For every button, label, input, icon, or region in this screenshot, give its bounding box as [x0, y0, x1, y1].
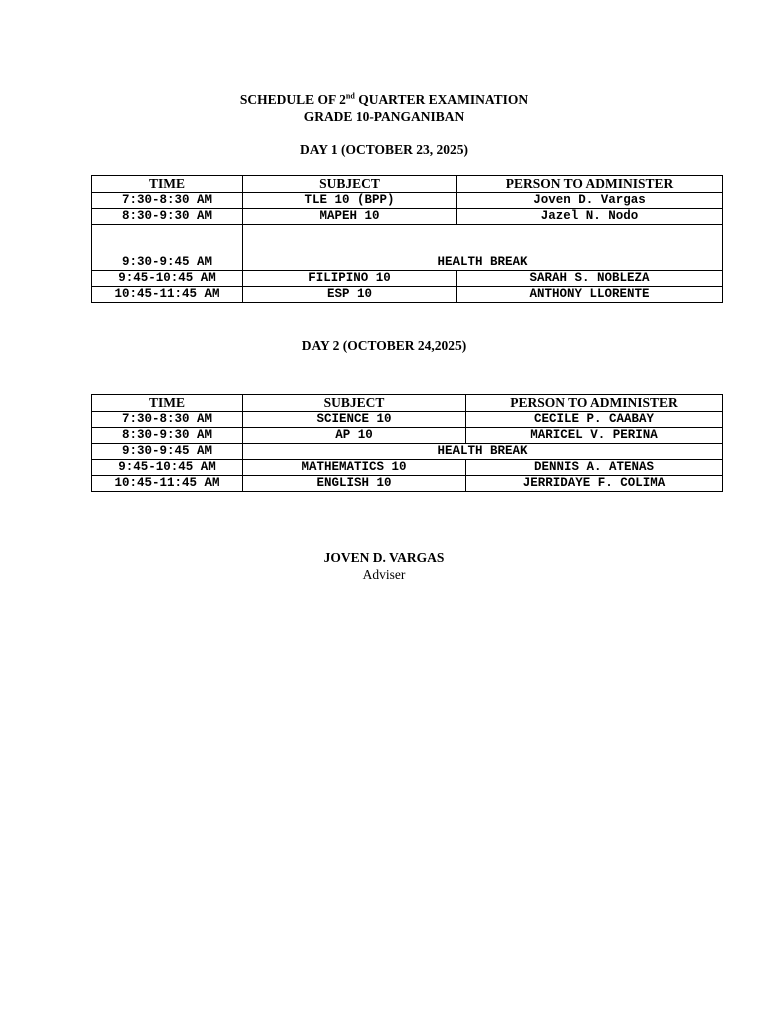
health-break-cell: HEALTH BREAK — [243, 444, 723, 460]
table-row — [92, 193, 723, 209]
subject-cell: FILIPINO 10 — [243, 271, 457, 287]
time-cell: 8:30-9:30 AM — [92, 209, 243, 225]
subject-cell: MAPEH 10 — [243, 209, 457, 225]
table-header-row — [92, 176, 723, 193]
time-cell: 8:30-9:30 AM — [92, 428, 243, 444]
title-suffix: QUARTER EXAMINATION — [354, 92, 529, 107]
person-cell: MARICEL V. PERINA — [466, 428, 723, 444]
person-cell: ANTHONY LLORENTE — [457, 287, 723, 303]
day1-heading: DAY 1 (OCTOBER 23, 2025) — [300, 142, 468, 157]
column-header-subject: SUBJECT — [243, 176, 457, 193]
subject-cell: SCIENCE 10 — [243, 412, 466, 428]
table-row — [92, 460, 723, 476]
time-cell: 7:30-8:30 AM — [92, 412, 243, 428]
break-row — [92, 225, 723, 271]
title-prefix: SCHEDULE OF 2 — [239, 92, 346, 107]
document-title — [0, 92, 768, 108]
time-cell: 7:30-8:30 AM — [92, 193, 243, 209]
table-row — [92, 428, 723, 444]
day2-heading: DAY 2 (OCTOBER 24,2025) — [301, 338, 467, 353]
subject-cell: TLE 10 (BPP) — [243, 193, 457, 209]
column-header-time: TIME — [92, 176, 243, 193]
signatory-name: JOVEN D. VARGAS — [323, 550, 445, 565]
person-cell: SARAH S. NOBLEZA — [457, 271, 723, 287]
time-cell: 9:30-9:45 AM — [92, 444, 243, 460]
day2-schedule-table — [91, 394, 723, 492]
table-row — [92, 412, 723, 428]
column-header-time: TIME — [92, 395, 243, 412]
document-subtitle: GRADE 10-PANGANIBAN — [303, 109, 465, 124]
subject-cell: ESP 10 — [243, 287, 457, 303]
subject-cell: AP 10 — [243, 428, 466, 444]
person-cell: Joven D. Vargas — [457, 193, 723, 209]
time-cell: 10:45-11:45 AM — [92, 476, 243, 492]
subject-cell: ENGLISH 10 — [243, 476, 466, 492]
person-cell: JERRIDAYE F. COLIMA — [466, 476, 723, 492]
person-cell: DENNIS A. ATENAS — [466, 460, 723, 476]
break-row — [92, 444, 723, 460]
time-cell: 9:30-9:45 AM — [92, 225, 243, 271]
day1-schedule-table — [91, 175, 723, 303]
table-row — [92, 287, 723, 303]
column-header-person: PERSON TO ADMINISTER — [457, 176, 723, 193]
table-header-row — [92, 395, 723, 412]
person-cell: CECILE P. CAABAY — [466, 412, 723, 428]
subject-cell: MATHEMATICS 10 — [243, 460, 466, 476]
table-row — [92, 209, 723, 225]
time-cell: 9:45-10:45 AM — [92, 460, 243, 476]
time-cell: 10:45-11:45 AM — [92, 287, 243, 303]
column-header-person: PERSON TO ADMINISTER — [466, 395, 723, 412]
person-cell: Jazel N. Nodo — [457, 209, 723, 225]
time-cell: 9:45-10:45 AM — [92, 271, 243, 287]
table-row — [92, 271, 723, 287]
health-break-cell: HEALTH BREAK — [243, 225, 723, 271]
column-header-subject: SUBJECT — [243, 395, 466, 412]
table-row — [92, 476, 723, 492]
title-superscript: nd — [345, 91, 355, 101]
signatory-role: Adviser — [362, 567, 406, 582]
